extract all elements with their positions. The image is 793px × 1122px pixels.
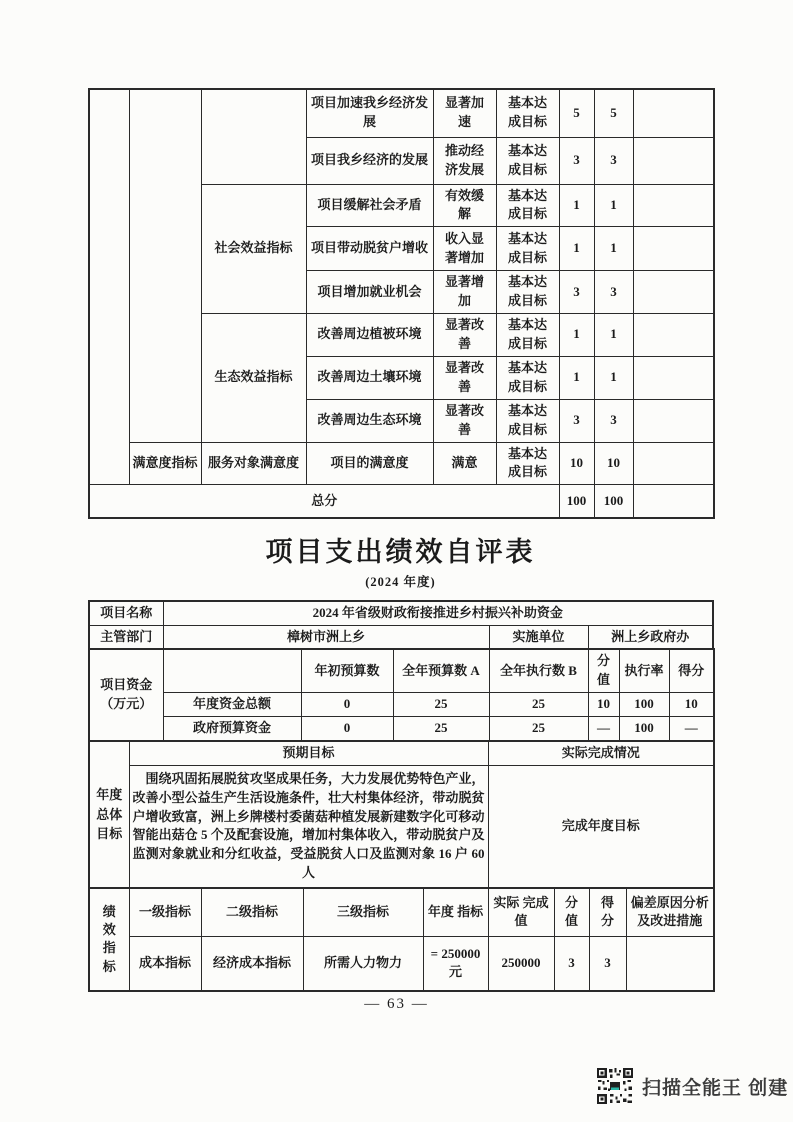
cell-score: 1 xyxy=(559,227,594,271)
target-text: 显著改善 xyxy=(444,402,484,437)
empty-cell xyxy=(163,649,301,692)
cell-actual-text: 完成年度目标 xyxy=(488,765,714,888)
cell-perf-actual: 250000 xyxy=(488,936,554,991)
actual-text: 基本达成目标 xyxy=(507,142,547,177)
cell-target xyxy=(433,356,496,399)
cell-actual xyxy=(496,442,559,485)
cell-total-label: 总分 xyxy=(89,485,559,518)
cell-score: 5 xyxy=(559,89,594,137)
table-row xyxy=(89,442,714,485)
goal-label-text: 年度总体目标 xyxy=(96,787,123,842)
empty-cell xyxy=(633,399,714,442)
empty-cell xyxy=(633,89,714,137)
cell-fund-label xyxy=(89,649,163,740)
cell-actual xyxy=(496,271,559,314)
cell-impl-value: 洲上乡政府办 xyxy=(588,625,713,649)
indicator-score-table xyxy=(88,88,715,519)
cell-fund-initial: 0 xyxy=(301,716,393,740)
cell-target xyxy=(433,271,496,314)
cell-perf-score: 3 xyxy=(554,936,589,991)
cell-actual xyxy=(496,137,559,184)
empty-cell xyxy=(633,184,714,227)
cell-total-score: 100 xyxy=(559,485,594,518)
cell-fund-h-annual: 全年预算数 A xyxy=(393,649,489,692)
cell-indicator: 项目缓解社会矛盾 xyxy=(306,184,433,227)
cell-perf-l1: 成本指标 xyxy=(129,936,201,991)
empty-cell xyxy=(633,137,714,184)
actual-text: 基本达成目标 xyxy=(507,95,547,130)
cell-indicator: 改善周边生态环境 xyxy=(306,399,433,442)
target-text: 推动经济发展 xyxy=(444,142,484,177)
target-text: 有效缓解 xyxy=(444,187,484,222)
cell-actual xyxy=(496,313,559,356)
cell-perf-h-annual: 年度 指标 xyxy=(423,888,488,936)
cell-perf-label xyxy=(89,888,129,991)
cell-indicator: 改善周边植被环境 xyxy=(306,313,433,356)
empty-cell xyxy=(129,89,201,442)
page-number: — 63 — xyxy=(364,996,429,1012)
empty-cell xyxy=(89,89,129,485)
cell-indicator: 项目我乡经济的发展 xyxy=(306,137,433,184)
qr-code-icon xyxy=(597,1068,633,1104)
actual-text: 基本达成目标 xyxy=(507,274,547,309)
cell-fund-exec: 25 xyxy=(489,716,588,740)
cell-actual-header: 实际完成情况 xyxy=(488,741,714,765)
cell-fund-got: — xyxy=(669,716,714,740)
cell-perf-h-score xyxy=(554,888,589,936)
cell-actual xyxy=(496,184,559,227)
page-title: 项目支出绩效自评表 xyxy=(265,536,536,567)
cell-fund-h-got: 得分 xyxy=(669,649,714,692)
self-eval-table-goals xyxy=(88,740,715,889)
cell-goal-label xyxy=(89,741,129,888)
cell-fund-annual: 25 xyxy=(393,693,489,717)
target-text: 显著加速 xyxy=(444,95,484,130)
score-header-text: 分值 xyxy=(564,894,578,929)
cell-group-satisfaction: 满意度指标 xyxy=(129,442,201,485)
cell-actual xyxy=(496,89,559,137)
cell-score: 3 xyxy=(559,271,594,314)
cell-dept-label: 主管部门 xyxy=(89,625,163,649)
cell-score: 1 xyxy=(559,184,594,227)
cell-fund-h-rate: 执行率 xyxy=(619,649,669,692)
empty-cell xyxy=(201,89,306,184)
cell-score: 3 xyxy=(559,399,594,442)
cell-target xyxy=(433,227,496,271)
table-row xyxy=(89,625,713,649)
cell-indicator: 改善周边土壤环境 xyxy=(306,356,433,399)
target-text: 显著改善 xyxy=(444,360,484,394)
table-row xyxy=(89,89,714,137)
table-row xyxy=(89,693,714,717)
expected-goal-text: 围绕巩固拓展脱贫攻坚成果任务，大力发展优势特色产业，改善小型公益生产生活设施条件，壮大村集体经济，带动脱贫户增收致富，洲上乡牌楼村委菌菇种植发展新建数字化可移动智能出菇仓 5 个及配套设施，增加村集体收入，带动脱贫户及监测对象就业和分红收益，受益脱贫人口及监测对象 16 户 60 人 xyxy=(132,770,485,881)
perf-label-text: 绩效指标 xyxy=(102,903,116,974)
cell-perf-h-l3: 三级指标 xyxy=(303,888,423,936)
cell-fund-row-label: 年度资金总额 xyxy=(163,693,301,717)
cell-fund-h-initial: 年初预算数 xyxy=(301,649,393,692)
cell-perf-l2: 经济成本指标 xyxy=(201,936,303,991)
table-row xyxy=(89,741,714,765)
cell-got: 1 xyxy=(594,356,633,399)
cell-group-eco: 生态效益指标 xyxy=(201,313,306,442)
cell-actual xyxy=(496,356,559,399)
cell-fund-got: 10 xyxy=(669,693,714,717)
cell-fund-row-label: 政府预算资金 xyxy=(163,716,301,740)
empty-cell xyxy=(633,442,714,485)
actual-text: 基本达成目标 xyxy=(507,187,547,222)
actual-text: 基本达成目标 xyxy=(507,445,547,480)
cell-target xyxy=(433,89,496,137)
cell-score: 1 xyxy=(559,356,594,399)
table-row xyxy=(89,888,714,936)
cell-perf-got: 3 xyxy=(589,936,626,991)
cell-fund-exec: 25 xyxy=(489,693,588,717)
cell-perf-l3: 所需人力物力 xyxy=(303,936,423,991)
fund-label-text: 项目资金（万元） xyxy=(100,677,153,712)
cell-project-name-value: 2024 年省级财政衔接推进乡村振兴补助资金 xyxy=(163,601,713,625)
cell-impl-label: 实施单位 xyxy=(489,625,588,649)
cell-perf-deviation xyxy=(626,936,714,991)
cell-perf-h-l2: 二级指标 xyxy=(201,888,303,936)
cell-score: 10 xyxy=(559,442,594,485)
cell-fund-score: 10 xyxy=(588,693,619,717)
cell-perf-h-l1: 一级指标 xyxy=(129,888,201,936)
target-text: 显著改善 xyxy=(444,317,484,351)
cell-indicator: 项目的满意度 xyxy=(306,442,433,485)
got-header-text: 得分 xyxy=(600,894,614,929)
cell-target xyxy=(433,137,496,184)
cell-actual xyxy=(496,399,559,442)
actual-text: 基本达成目标 xyxy=(507,402,547,437)
cell-fund-initial: 0 xyxy=(301,693,393,717)
cell-expected-text xyxy=(129,765,488,888)
cell-fund-h-exec: 全年执行数 B xyxy=(489,649,588,692)
scanner-label: 扫描全能王 创建 xyxy=(642,1077,789,1099)
empty-cell xyxy=(633,313,714,356)
table-row xyxy=(89,601,713,625)
cell-perf-annual: = 250000 元 xyxy=(423,936,488,991)
empty-cell xyxy=(633,356,714,399)
actual-text: 基本达成目标 xyxy=(507,317,547,351)
cell-score: 1 xyxy=(559,313,594,356)
cell-got: 1 xyxy=(594,227,633,271)
actual-text: 基本达成目标 xyxy=(507,360,547,394)
table-row xyxy=(89,765,714,888)
table-row xyxy=(89,936,714,991)
scanner-watermark xyxy=(597,1068,788,1104)
cell-perf-h-actual: 实际 完成值 xyxy=(488,888,554,936)
cell-total-got: 100 xyxy=(594,485,633,518)
cell-expected-header: 预期目标 xyxy=(129,741,488,765)
cell-got: 3 xyxy=(594,137,633,184)
cell-got: 1 xyxy=(594,313,633,356)
cell-got: 3 xyxy=(594,271,633,314)
target-text: 收入显著增加 xyxy=(444,230,484,265)
self-eval-table-header xyxy=(88,600,714,651)
cell-target xyxy=(433,399,496,442)
empty-cell xyxy=(633,485,714,518)
cell-got: 10 xyxy=(594,442,633,485)
cell-got: 1 xyxy=(594,184,633,227)
actual-text: 基本达成目标 xyxy=(507,230,547,265)
table-row xyxy=(89,649,714,692)
cell-indicator: 项目加速我乡经济发展 xyxy=(306,89,433,137)
self-eval-table-perf xyxy=(88,887,715,992)
cell-indicator: 项目增加就业机会 xyxy=(306,271,433,314)
cell-actual xyxy=(496,227,559,271)
empty-cell xyxy=(633,271,714,314)
empty-cell xyxy=(633,227,714,271)
target-text: 显著增加 xyxy=(444,274,484,309)
cell-fund-rate: 100 xyxy=(619,716,669,740)
cell-score: 3 xyxy=(559,137,594,184)
cell-group-social: 社会效益指标 xyxy=(201,184,306,313)
cell-target xyxy=(433,184,496,227)
self-eval-table-funds xyxy=(88,648,715,741)
cell-fund-rate: 100 xyxy=(619,693,669,717)
cell-perf-h-deviation: 偏差原因分析 及改进措施 xyxy=(626,888,714,936)
cell-got: 5 xyxy=(594,89,633,137)
cell-fund-score: — xyxy=(588,716,619,740)
cell-target xyxy=(433,313,496,356)
page-subtitle: (2024 年度) xyxy=(365,574,436,589)
cell-got: 3 xyxy=(594,399,633,442)
cell-service-satisfaction: 服务对象满意度 xyxy=(201,442,306,485)
cell-project-name-label: 项目名称 xyxy=(89,601,163,625)
cell-dept-value: 樟树市洲上乡 xyxy=(163,625,489,649)
table-row xyxy=(89,716,714,740)
cell-target xyxy=(433,442,496,485)
document-content xyxy=(88,88,713,992)
cell-indicator: 项目带动脱贫户增收 xyxy=(306,227,433,271)
cell-fund-h-score: 分值 xyxy=(588,649,619,692)
cell-fund-annual: 25 xyxy=(393,716,489,740)
cell-perf-h-got xyxy=(589,888,626,936)
target-text: 满意 xyxy=(451,454,478,470)
table-row-total xyxy=(89,485,714,518)
